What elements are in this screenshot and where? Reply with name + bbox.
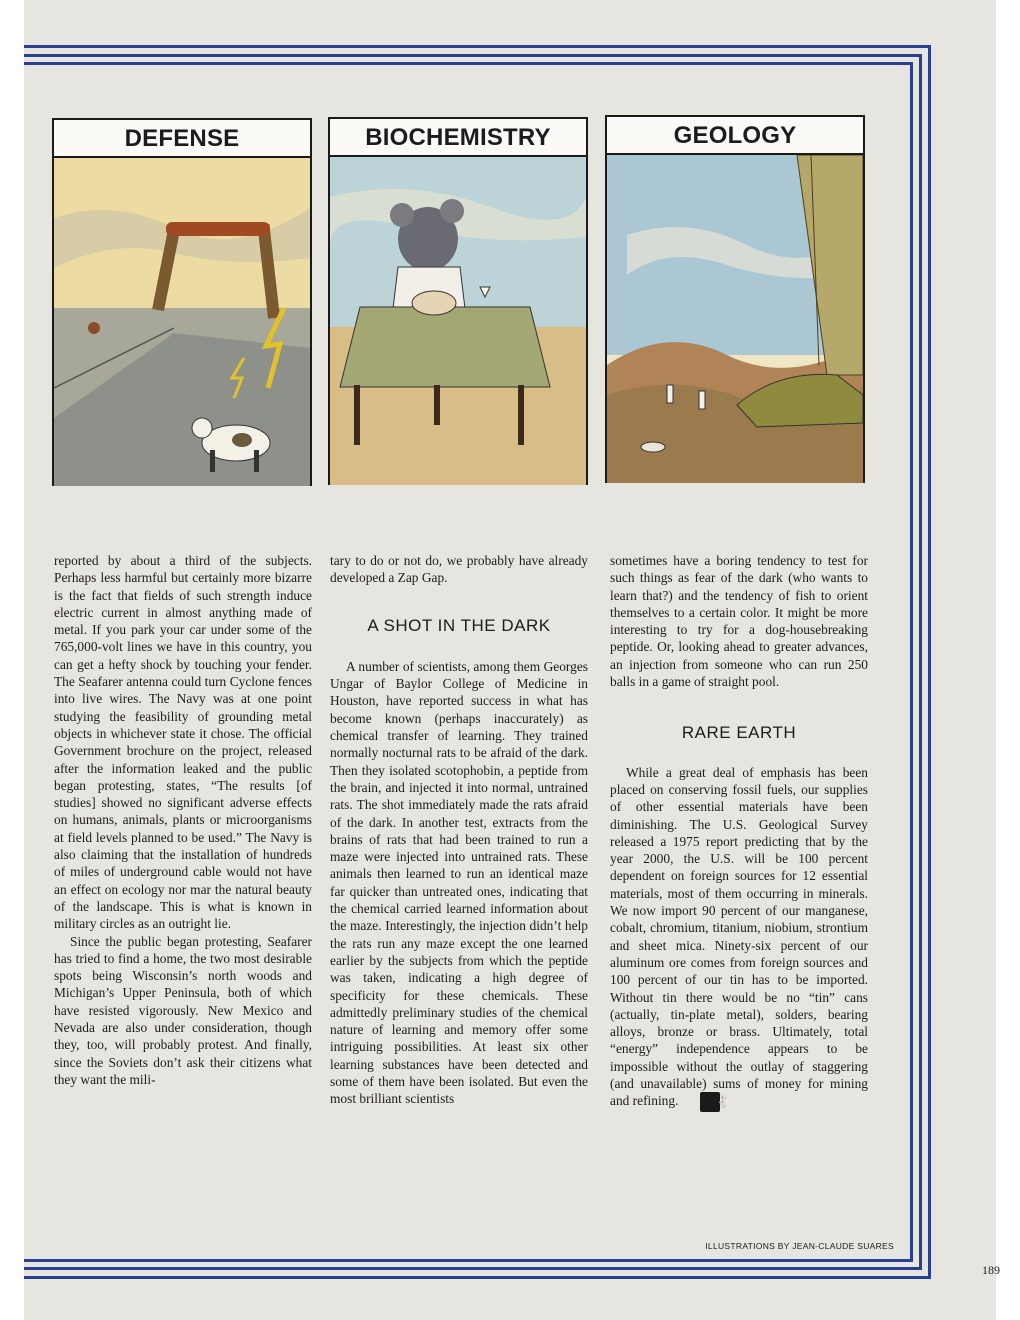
magazine-page [24,0,1000,1320]
frame-bottom-rule-2 [24,1267,922,1270]
illustration-credit: ILLUSTRATIONS BY JEAN-CLAUDE SUARES [705,1241,894,1251]
text-column-2 [330,552,588,1108]
col2-intro-paragraph: tary to do or not do, we probably have already developed a Zap Gap. [330,553,588,586]
geology-panel [605,115,865,483]
frame-right-rule-2 [919,54,922,1270]
bunny-logo-icon: 🐇 [700,1092,720,1112]
frame-top-rule-2 [24,54,922,57]
frame-top-rule-1 [24,45,931,48]
section-heading-rare-earth: RARE EARTH [681,723,797,743]
defense-panel [52,118,312,486]
page-number: 189 [982,1263,1000,1277]
defense-illustration [54,158,310,486]
frame-right-rule-1 [928,45,931,1279]
col3-body-paragraph [610,764,868,1113]
col3-intro-paragraph: sometimes have a boring tendency to test for such things as fear of the dark (who wants to learn that?) and the tendency of fish to orient themselves to a certain color. It might be more interesting to try for a dog-housebreaking peptide. Or, looking ahead to greater advances, an injection from someone who can run 250 balls in a game of straight pool. [610,553,868,690]
biochemistry-panel-title: BIOCHEMISTRY [330,119,586,157]
col1-paragraph-1: reported by about a third of the subjects. Perhaps less harmful but certainly more bizarre is the fact that fields of such strength induce electric current in almost anything made of metal. If you park your car under some of the 765,000-volt lines we have in this country, you can get a hefty shock by touching your fender. The Seafarer antenna could turn Cyclone fences into live wires. The Navy was at one point studying the feasibility of grounding metal objects in whichever state it chose. The official Government brochure on the project, released after the information leaked and the public began protesting, states, “The results [of studies] showed no significant adverse effects on humans, animals, plants or microorganisms at field levels planned to be used.” The Navy is also claiming that the installation of hundreds of miles of underground cable would not have an effect on ecology nor mar the natural beauty of the landscape. This is what is known in military circles as an outright lie. [54,553,312,932]
text-column-3 [610,552,868,1112]
frame-top-rule-3 [24,62,913,65]
col2-body-paragraph: A number of scientists, among them Georges Ungar of Baylor College of Medicine in Houston, have reported success in what has become known (perhaps inaccurately) as chemical transfer of learning. They trained normally nocturnal rats to be afraid of the dark. Then they isolated scotophobin, a peptide from the brain, and injected it into normal, untrained rats. The shot immediately made the rats afraid of the dark. In another test, extracts from the brains of rats that had been trained to run a maze were injected into untrained rats. These animals then learned to run an identical maze far quicker than untreated ones, indicating that the chemical carried learned information about the maze. Interestingly, the injection didn’t help the rats run any maze except the one learned earlier by the subjects from which the peptide was taken, indicating a high degree of specificity for these chemicals. These admittedly preliminary studies of the chemical nature of learning and memory offer some intriguing possibilities. At least six other learning substances have been detected and some of them have been isolated. But even the most brilliant scientists [330,658,588,1107]
section-heading-shot-in-the-dark: A SHOT IN THE DARK [367,615,551,635]
biochemistry-panel [328,117,588,485]
text-column-1 [54,552,312,1088]
biochemistry-illustration [330,157,586,485]
geology-panel-title: GEOLOGY [607,117,863,155]
frame-right-rule-3 [910,62,913,1262]
col3-body-text: While a great deal of emphasis has been placed on conserving fossil fuels, our supplies of other essential materials have been diminishing. The U.S. Geological Survey released a 1975 report predicting that by the year 2000, the U.S. will be 100 percent dependent on foreign sources for 12 essential materials, most of them occurring in minerals. We now import 90 percent of our manganese, cobalt, chromium, titanium, niobium, strontium and sheet mica. Ninety-six percent of our aluminum ore comes from foreign sources and 100 percent of our tin has to be imported. Without tin there would be no “tin” cans (actually, tin-plate metal), solders, bearing alloys, bronze or brass. Ultimately, total “energy” independence appears to be impossible without the outlay of staggering (and unavailable) sums of money for mining and refining. [610,764,868,1109]
col1-paragraph-2: Since the public began protesting, Seafarer has tried to find a home, the two most desirable spots being Wisconsin’s north woods and Michigan’s Upper Peninsula, both of which have resisted vigorously. New Mexico and Nevada are also under consideration, though they, too, will probably protest. And finally, since the Soviets don’t ask their citizens what they want the mili- [54,933,312,1087]
defense-panel-title: DEFENSE [54,120,310,158]
frame-bottom-rule-3 [24,1276,931,1279]
frame-bottom-rule-1 [24,1259,913,1262]
geology-illustration [607,155,863,483]
